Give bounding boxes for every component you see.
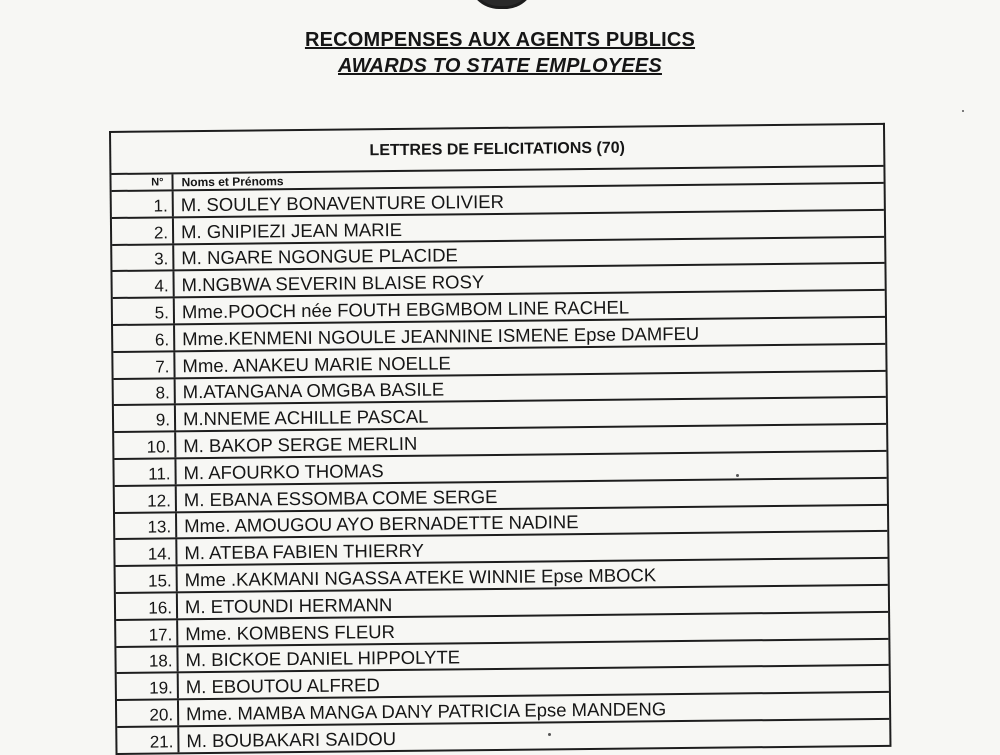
row-number: 19. xyxy=(117,674,179,699)
row-name: M. ATEBA FABIEN THIERRY xyxy=(184,539,425,564)
row-number: 13. xyxy=(115,513,177,538)
row-number: 21. xyxy=(117,727,179,752)
row-name: M.ATANGANA OMGBA BASILE xyxy=(182,378,445,403)
row-number: 16. xyxy=(116,593,178,618)
awards-table xyxy=(109,123,891,755)
page-title-french: RECOMPENSES AUX AGENTS PUBLICS xyxy=(304,29,696,51)
row-number: 11. xyxy=(114,459,176,484)
row-name: M. AFOURKO THOMAS xyxy=(183,459,384,484)
row-number: 3. xyxy=(112,245,174,270)
row-name: M. EBANA ESSOMBA COME SERGE xyxy=(183,485,498,510)
row-name: M. NGARE NGONGUE PLACIDE xyxy=(181,244,458,269)
row-number: 20. xyxy=(117,700,179,725)
row-name: Mme. ANAKEU MARIE NOELLE xyxy=(182,352,451,376)
row-number: 1. xyxy=(112,191,174,216)
scan-speck xyxy=(548,733,551,736)
coat-of-arms-seal xyxy=(468,0,536,9)
row-number: 10. xyxy=(114,432,176,457)
column-header-name: Noms et Prénoms xyxy=(181,174,284,190)
row-number: 2. xyxy=(112,218,174,243)
row-number: 17. xyxy=(116,620,178,645)
row-name: M.NNEME ACHILLE PASCAL xyxy=(182,405,429,430)
row-name: M. BICKOE DANIEL HIPPOLYTE xyxy=(185,646,461,671)
row-name: M. EBOUTOU ALFRED xyxy=(185,674,380,698)
row-name: Mme .KAKMANI NGASSA ATEKE WINNIE Epse MBOCK xyxy=(184,564,657,591)
row-name: M. BAKOP SERGE MERLIN xyxy=(183,432,418,457)
row-name: Mme.KENMENI NGOULE JEANNINE ISMENE Epse DAMFEU xyxy=(182,322,700,350)
row-name: Mme. AMOUGOU AYO BERNADETTE NADINE xyxy=(184,511,579,537)
row-number: 15. xyxy=(116,566,178,591)
row-name: Mme. KOMBENS FLEUR xyxy=(185,620,396,644)
page-title-english: AWARDS TO STATE EMPLOYEES xyxy=(338,55,662,77)
row-number: 8. xyxy=(114,379,176,404)
row-number: 12. xyxy=(115,486,177,511)
row-name: M.NGBWA SEVERIN BLAISE ROSY xyxy=(181,271,485,296)
row-number: 18. xyxy=(116,647,178,672)
row-name: Mme.POOCH née FOUTH EBGMBOM LINE RACHEL xyxy=(181,296,630,323)
table-body xyxy=(112,184,890,755)
row-name: M. GNIPIEZI JEAN MARIE xyxy=(180,218,403,242)
row-number: 4. xyxy=(112,272,174,297)
row-number: 7. xyxy=(113,352,175,377)
row-name: Mme. MAMBA MANGA DANY PATRICIA Epse MANDENG xyxy=(185,698,667,725)
table-title: LETTRES DE FELICITATIONS (70) xyxy=(111,125,883,175)
scan-speck xyxy=(736,474,739,477)
scan-speck xyxy=(962,110,964,112)
row-name: M. ETOUNDI HERMANN xyxy=(184,593,393,617)
row-name: M. BOUBAKARI SAIDOU xyxy=(186,727,397,751)
row-number: 5. xyxy=(113,299,175,324)
row-number: 6. xyxy=(113,325,175,350)
row-number: 14. xyxy=(115,540,177,565)
row-name: M. SOULEY BONAVENTURE OLIVIER xyxy=(180,190,505,216)
column-header-number: N° xyxy=(111,174,173,190)
row-number: 9. xyxy=(114,406,176,431)
